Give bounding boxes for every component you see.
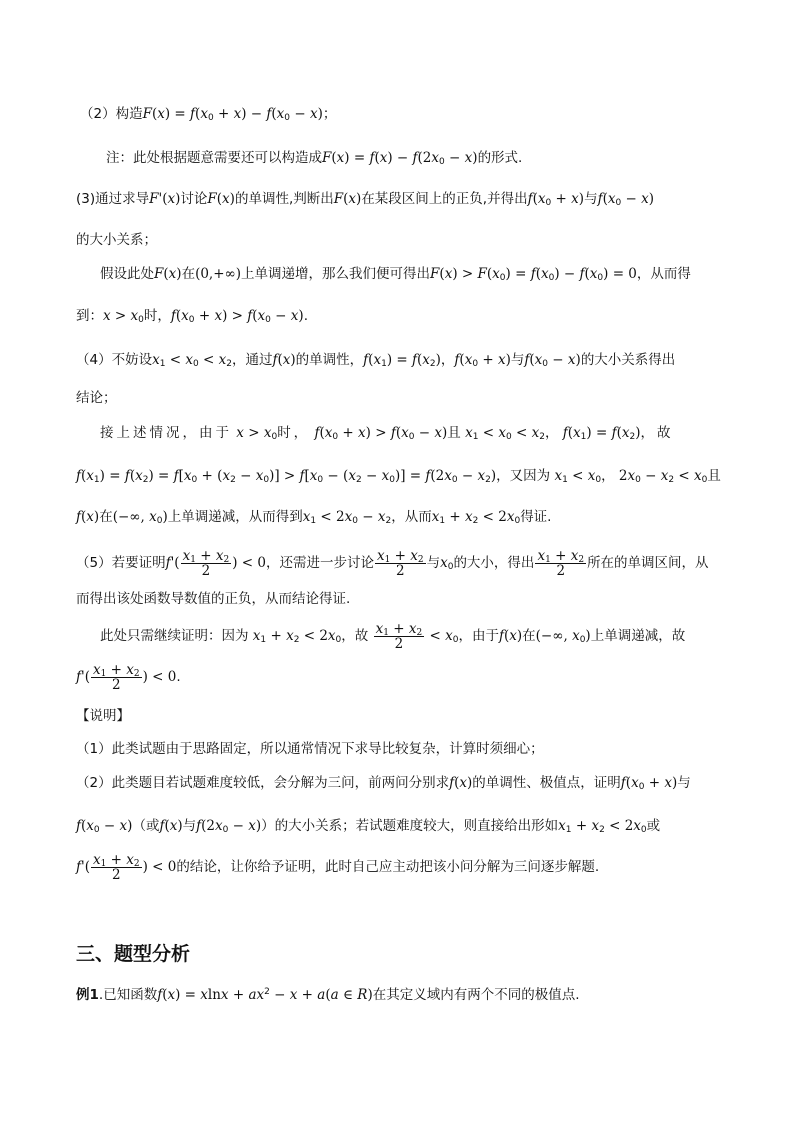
step3-line-2: 的大小关系； xyxy=(76,232,157,248)
continue-line-2: f'( $\frac{x_1 + x_2}{2}$ ) < 0. xyxy=(76,661,181,693)
note-1: （1）此类试题由于思路固定，所以通常情况下求导比较复杂，计算时须细心； xyxy=(76,741,544,757)
section-title: 三、题型分析 xyxy=(76,943,191,965)
proof-line-1: 接上述情况，由于 $x > x_0$时， $f(x_0 + x) > f(x_0 - x)$且 $x_1 < x_0 < x_2$， $f(x_1) = f(x_2)$，故 xyxy=(100,425,674,442)
step2-line: （2）构造$F(x) = f(x_0 + x) - f(x_0 - x)$； xyxy=(80,106,337,123)
proof-line-2: $f(x_1) = f(x_2) = f[x_0 + (x_2 - x_0)] > f[x_0 - (x_2 - x_0)] = f(2x_0 - x_2)$，又因为 $x_1 < x_0$， $2x_0 - x_2 < x_0$且 xyxy=(76,468,721,485)
note-2-line-2: $f(x_0 - x)$（或f(x)与$f(2x_0 - x)$）的大小关系；若试题难度较大，则直接给出形如$x_1 + x_2 < 2x_0$或 xyxy=(76,818,661,835)
example-label: 例1 xyxy=(76,987,99,1003)
step4-line-1: （4）不妨设$x_1 < x_0 < x_2$，通过f(x)的单调性，$f(x_1) = f(x_2)$，$f(x_0 + x)$与$f(x_0 - x)$的大小关系得出 xyxy=(76,352,676,369)
assume-line-1: 假设此处F(x)在(0,+∞)上单调递增，那么我们便可得出$F(x) > F(x_0) = f(x_0) - f(x_0) = 0$，从而得 xyxy=(100,266,691,283)
step4-line-2: 结论； xyxy=(76,390,117,406)
note-2-line-3: f'( $\frac{x_1 + x_2}{2}$ ) < 0的结论，让你给予证明，此时自己应主动把该小问分解为三问逐步解题. xyxy=(76,851,600,883)
note-2-line-1: （2）此类题目若试题难度较低，会分解为三问，前两问分别求f(x)的单调性、极值点，证明$f(x_0 + x)$与 xyxy=(76,775,691,792)
step5-line-1: （5）若要证明f'( $\frac{x_1 + x_2}{2}$ ) < 0，还需进一步讨论 $\frac{x_1 + x_2}{2}$ 与$x_0$的大小，得出 $\frac{x_1 + x_2}{2}$ 所在的单调区间，从 xyxy=(76,547,709,579)
step3-line-1: (3)通过求导F'(x)讨论F(x)的单调性,判断出F(x)在某段区间上的正负,并得出$f(x_0 + x)$与$f(x_0 - x)$ xyxy=(76,191,655,208)
assume-line-2: 到：$x > x_0$时，$f(x_0 + x) > f(x_0 - x)$. xyxy=(76,308,308,325)
step5-line-2: 而得出该处函数导数值的正负，从而结论得证. xyxy=(76,591,351,607)
continue-line-1: 此处只需继续证明：因为 $x_1 + x_2 < 2x_0$，故 $\frac{x_1 + x_2}{2}$ < $x_0$，由于f(x)在(−∞, $x_0$)上单调递减，故 xyxy=(100,620,686,652)
notes-title: 【说明】 xyxy=(76,708,130,724)
example-1: 例1.已知函数$f(x) = xlnx + ax^2 - x + a(a$ ∈ R)在其定义域内有两个不同的极值点. xyxy=(76,987,580,1003)
note-line: 注：此处根据题意需要还可以构造成$F(x) = f(x) - f(2x_0 - x)$的形式. xyxy=(106,150,523,167)
proof-line-3: f(x)在(−∞, $x_0$)上单调递减，从而得到$x_1 < 2x_0 - x_2$，从而$x_1 + x_2 < 2x_0$得证. xyxy=(76,509,552,526)
